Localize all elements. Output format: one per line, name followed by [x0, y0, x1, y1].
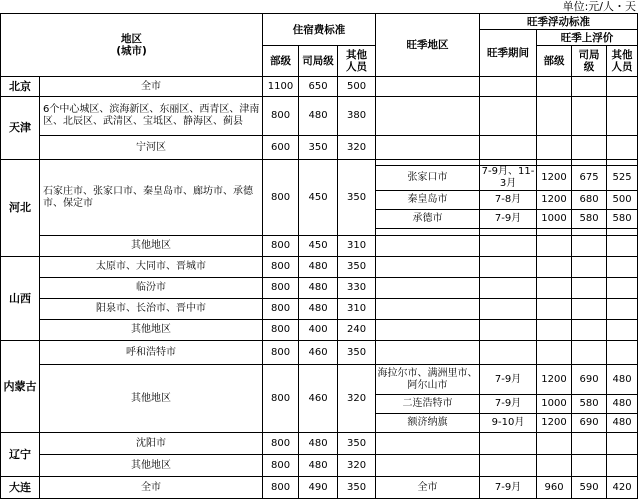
- header-ministry: 部级: [263, 46, 299, 77]
- peak-region-cell: 张家口市: [376, 166, 480, 191]
- peak-period-cell: 7-9月: [480, 365, 537, 395]
- peak-ministry-rate: 1200: [537, 414, 572, 433]
- peak-bureau-rate: 690: [572, 365, 607, 395]
- ministry-rate: 1100: [263, 77, 299, 97]
- bureau-rate: 480: [299, 97, 338, 136]
- area-cell: 全市: [40, 77, 263, 97]
- peak-period-cell: 7-9月: [480, 477, 537, 499]
- other-rate: 320: [338, 365, 376, 433]
- bureau-rate: 400: [299, 320, 338, 341]
- unit-note: 单位:元/人・天: [562, 0, 636, 13]
- other-rate: 310: [338, 236, 376, 257]
- area-cell: 宁河区: [40, 136, 263, 160]
- table-row: [1, 77, 638, 97]
- province-cell: 河北: [1, 160, 40, 257]
- peak-region-cell: 二连浩特市: [376, 395, 480, 414]
- ministry-rate: 800: [263, 160, 299, 236]
- ministry-rate: 800: [263, 455, 299, 477]
- peak-other-rate: 480: [607, 365, 638, 395]
- ministry-rate: 800: [263, 341, 299, 365]
- peak-ministry-rate: 1000: [537, 210, 572, 229]
- header-bureau: 司局级: [299, 46, 338, 77]
- other-rate: 350: [338, 341, 376, 365]
- area-cell: 其他地区: [40, 455, 263, 477]
- province-cell: 辽宁: [1, 433, 40, 477]
- peak-region-cell: 秦皇岛市: [376, 191, 480, 210]
- peak-period-cell: 7-9月、11-3月: [480, 166, 537, 191]
- bureau-rate: 350: [299, 136, 338, 160]
- lodging-standard-table: [0, 13, 637, 499]
- peak-ministry-rate: 1200: [537, 365, 572, 395]
- bureau-rate: 450: [299, 160, 338, 236]
- bureau-rate: 460: [299, 341, 338, 365]
- area-cell: 阳泉市、长治市、晋中市: [40, 299, 263, 320]
- peak-other-rate: 480: [607, 395, 638, 414]
- header-lodging: 住宿费标准: [263, 14, 376, 46]
- bureau-rate: 450: [299, 236, 338, 257]
- area-cell: 其他地区: [40, 236, 263, 257]
- province-cell: 内蒙古: [1, 341, 40, 433]
- other-rate: 330: [338, 278, 376, 299]
- area-cell: 呼和浩特市: [40, 341, 263, 365]
- ministry-rate: 800: [263, 97, 299, 136]
- header-peak-float: 旺季浮动标准: [480, 14, 638, 30]
- peak-ministry-rate: 1000: [537, 395, 572, 414]
- ministry-rate: 800: [263, 477, 299, 499]
- peak-period-cell: 7-9月: [480, 210, 537, 229]
- header-peak-bureau: 司局 级: [572, 46, 607, 77]
- header-peak-upper: 旺季上浮价: [537, 30, 638, 46]
- header-region: 地区 (城市): [1, 14, 263, 77]
- peak-period-cell: 7-9月: [480, 395, 537, 414]
- table-row: [1, 97, 638, 136]
- other-rate: 380: [338, 97, 376, 136]
- province-cell: 天津: [1, 97, 40, 160]
- other-rate: 350: [338, 257, 376, 278]
- area-cell: 临汾市: [40, 278, 263, 299]
- other-rate: 500: [338, 77, 376, 97]
- province-cell: 山西: [1, 257, 40, 341]
- table-row: [1, 236, 638, 257]
- peak-other-rate: 480: [607, 414, 638, 433]
- header-peak-other: 其他 人员: [607, 46, 638, 77]
- peak-period-cell: 9-10月: [480, 414, 537, 433]
- bureau-rate: 650: [299, 77, 338, 97]
- ministry-rate: 800: [263, 365, 299, 433]
- area-cell: 其他地区: [40, 365, 263, 433]
- bureau-rate: 490: [299, 477, 338, 499]
- province-cell: 大连: [1, 477, 40, 499]
- other-rate: 240: [338, 320, 376, 341]
- table-row: [1, 341, 638, 365]
- table-row: [1, 320, 638, 341]
- bureau-rate: 480: [299, 299, 338, 320]
- peak-region-cell: 全市: [376, 477, 480, 499]
- area-cell: 沈阳市: [40, 433, 263, 455]
- peak-other-rate: 420: [607, 477, 638, 499]
- area-cell: 全市: [40, 477, 263, 499]
- ministry-rate: 800: [263, 236, 299, 257]
- table-row: [1, 257, 638, 278]
- peak-ministry-rate: 960: [537, 477, 572, 499]
- peak-other-rate: 500: [607, 191, 638, 210]
- peak-bureau-rate: 580: [572, 395, 607, 414]
- peak-ministry-rate: 1200: [537, 166, 572, 191]
- ministry-rate: 800: [263, 278, 299, 299]
- province-cell: 北京: [1, 77, 40, 97]
- other-rate: 310: [338, 299, 376, 320]
- other-rate: 320: [338, 455, 376, 477]
- area-cell: 6个中心城区、滨海新区、东丽区、西青区、津南区、北辰区、武清区、宝坻区、静海区、蓟县: [40, 97, 263, 136]
- other-rate: 350: [338, 477, 376, 499]
- header-peak-period: 旺季期间: [480, 30, 537, 77]
- peak-region-cell: 海拉尔市、满洲里市、阿尔山市: [376, 365, 480, 395]
- bureau-rate: 480: [299, 278, 338, 299]
- area-cell: 其他地区: [40, 320, 263, 341]
- peak-ministry-rate: 1200: [537, 191, 572, 210]
- ministry-rate: 800: [263, 320, 299, 341]
- bureau-rate: 480: [299, 433, 338, 455]
- ministry-rate: 800: [263, 433, 299, 455]
- table-row: [1, 455, 638, 477]
- bureau-rate: 460: [299, 365, 338, 433]
- ministry-rate: 800: [263, 299, 299, 320]
- peak-region-cell: 承德市: [376, 210, 480, 229]
- table-row: [1, 136, 638, 160]
- header-peak-region: 旺季地区: [376, 14, 480, 77]
- ministry-rate: 800: [263, 257, 299, 278]
- peak-period-cell: 7-8月: [480, 191, 537, 210]
- peak-bureau-rate: 680: [572, 191, 607, 210]
- area-cell: 太原市、大同市、晋城市: [40, 257, 263, 278]
- peak-region-cell: 额济纳旗: [376, 414, 480, 433]
- table-row: [1, 299, 638, 320]
- area-cell: 石家庄市、张家口市、秦皇岛市、廊坊市、承德市、保定市: [40, 160, 263, 236]
- table-row: [1, 477, 638, 499]
- peak-bureau-rate: 675: [572, 166, 607, 191]
- peak-other-rate: 580: [607, 210, 638, 229]
- table-row: [1, 365, 638, 395]
- header-peak-ministry: 部级: [537, 46, 572, 77]
- other-rate: 350: [338, 433, 376, 455]
- peak-bureau-rate: 580: [572, 210, 607, 229]
- table-row: [1, 278, 638, 299]
- bureau-rate: 480: [299, 455, 338, 477]
- peak-bureau-rate: 690: [572, 414, 607, 433]
- other-rate: 320: [338, 136, 376, 160]
- peak-bureau-rate: 590: [572, 477, 607, 499]
- header-other: 其他 人员: [338, 46, 376, 77]
- ministry-rate: 600: [263, 136, 299, 160]
- peak-other-rate: 525: [607, 166, 638, 191]
- table-row: [1, 433, 638, 455]
- bureau-rate: 480: [299, 257, 338, 278]
- other-rate: 350: [338, 160, 376, 236]
